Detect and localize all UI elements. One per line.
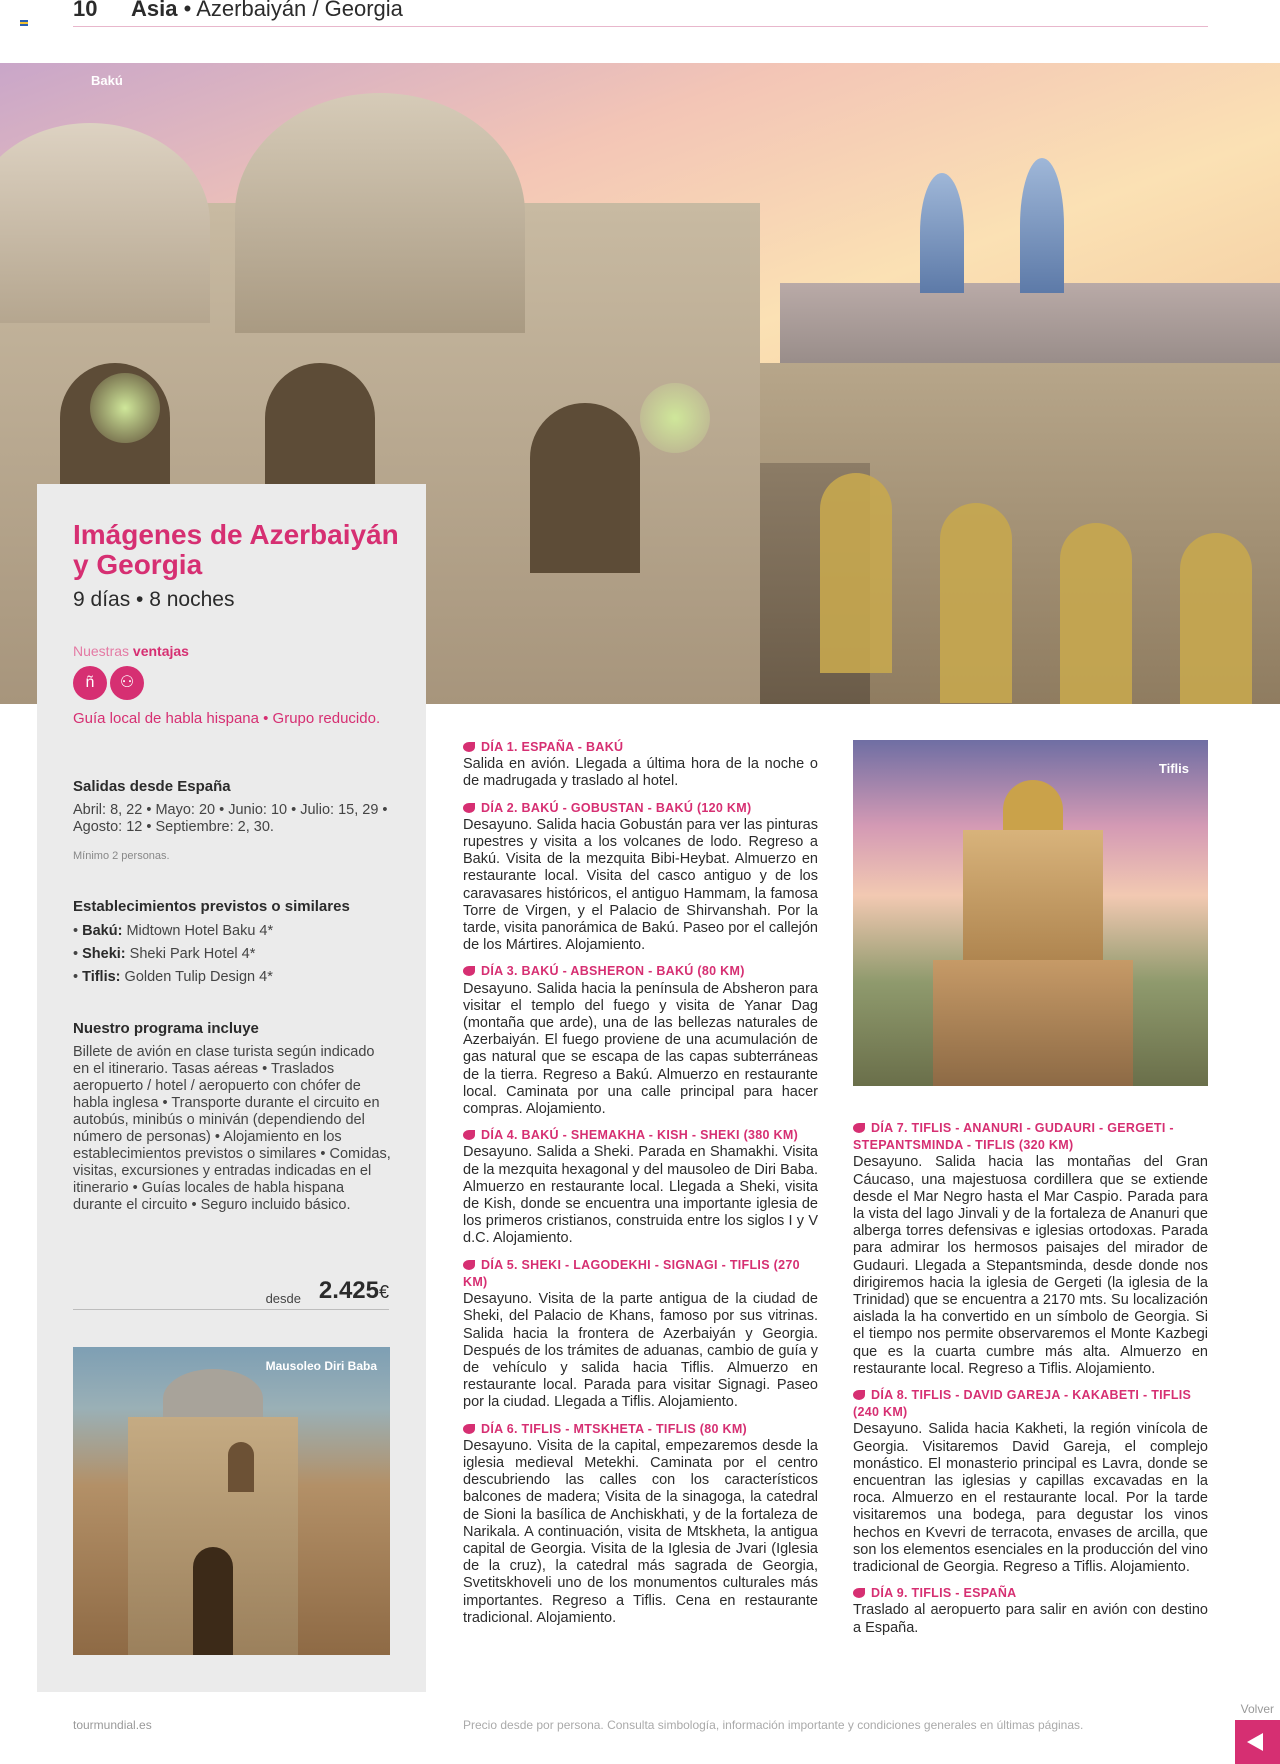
guide-icon: ñ (73, 666, 107, 700)
day-text: Desayuno. Salida hacia la península de Absheron para visitar el templo del fuego y visita de Yanar Dag (montaña que arde), una de las bellezas naturales de Azerbaiyán. El fuego proviene de una acumulación de gas natural que se escapa de las capas subterráneas de la tierra. Regreso a Bakú. Almuerzo en restaurante local. Caminata por una calle principal para hacer compras. Alojamiento. (463, 980, 818, 1118)
day-title: DÍA 5. SHEKI - LAGODEKHI - SIGNAGI - TIFLIS (270 KM) (463, 1257, 818, 1291)
day-title: DÍA 9. TIFLIS - ESPAÑA (853, 1585, 1208, 1602)
day-title: DÍA 4. BAKÚ - SHEMAKHA - KISH - SHEKI (380 KM) (463, 1127, 818, 1144)
footer-note: Precio desde por persona. Consulta simbología, información importante y condiciones generales en últimas páginas. (463, 1718, 1084, 1732)
hotels-list (73, 920, 273, 989)
photo-caption: Tiflis (1158, 761, 1189, 776)
itinerary-day (853, 1120, 1208, 1378)
page-header (73, 0, 1208, 27)
photo-tiflis (853, 740, 1208, 1086)
hotel-item: • Sheki: Sheki Park Hotel 4* (73, 946, 256, 962)
day-title: DÍA 8. TIFLIS - DAVID GAREJA - KAKABETI - TIFLIS (240 KM) (853, 1387, 1208, 1421)
hotel-name: Golden Tulip Design 4* (124, 969, 273, 985)
day-text: Desayuno. Salida hacia Kakheti, la región vinícola de Georgia. Visitaremos David Gareja, el complejo monástico. El monasterio principal es Lavra, donde se encuentran las iglesias y capillas excavadas en la roca. Almuerzo en el restaurante local. Por la tarde visitaremos una bodega, para degustar los vinos hechos en Kvevri de terracota, envases de arcilla, que son los elementos esenciales en la producción del vino tradicional de Georgia. Regreso a Tiflis. Alojamiento. (853, 1421, 1208, 1576)
hotel-city: Sheki: (82, 946, 126, 962)
day-text: Desayuno. Salida hacia las montañas del Gran Cáucaso, una majestuosa cordillera que se extiende desde el Mar Negro hasta el Mar Caspio. Parada para la vista del lago Jinvali y de la fortaleza de Ananuri que alberga torres defensivas e iglesias ortodoxas. Parada para admirar los hermosos paisajes del mirador de Gudauri. Llegada a Stepantsminda, desde donde nos dirigiremos hacia la iglesia de Gergeti (la iglesia de la Trinidad) que se encuentra a 2170 mts. Su localización aislada la ha convertido en un símbolo de Georgia. Si el tiempo nos permite observaremos el Monte Kazbegi que es la cuarta cumbre más alta. Almuerzo en restaurante local. Regreso a Tiflis. Alojamiento. (853, 1154, 1208, 1377)
day-text: Traslado al aeropuerto para salir en avión con destino a España. (853, 1602, 1208, 1636)
hotel-city: Bakú: (82, 923, 123, 939)
day-text: Desayuno. Visita de la parte antigua de la ciudad de Sheki, del Palacio de Khans, famoso por sus vitrinas. Salida hacia la frontera de Azerbaiyán y Georgia. Después de los trámites de aduanas, cambio de guía y de vehículo y salida hacia Tiflis. Almuerzo en restaurante local. Parada para visitar Signagi. Paseo por la ciudad. Llegada a Tiflis. Alojamiento. (463, 1291, 818, 1411)
price-box (73, 1279, 389, 1310)
group-icon: ⚇ (110, 666, 144, 700)
advantages-word: ventajas (132, 643, 189, 659)
advantages-prefix: Nuestras (73, 643, 130, 659)
title-separator: • (183, 0, 192, 21)
page-number: 10 (73, 0, 98, 21)
day-text: Salida en avión. Llegada a última hora de la noche o de madrugada y traslado al hotel. (463, 756, 818, 790)
photo-caption: Mausoleo Diri Baba (265, 1359, 377, 1373)
footer-site: tourmundial.es (73, 1718, 152, 1732)
day-title: DÍA 7. TIFLIS - ANANURI - GUDAURI - GERGETI - STEPANTSMINDA - TIFLIS (320 KM) (853, 1120, 1208, 1154)
day-title: DÍA 1. ESPAÑA - BAKÚ (463, 739, 818, 756)
hotel-city: Tiflis: (82, 969, 121, 985)
departures-heading: Salidas desde España (73, 778, 231, 795)
photo-mausoleo (73, 1347, 390, 1655)
advantages-text: Guía local de habla hispana • Grupo reducido. (73, 710, 381, 727)
departures-text: Abril: 8, 22 • Mayo: 20 • Junio: 10 • Julio: 15, 29 • Agosto: 12 • Septiembre: 2, 30. (73, 802, 388, 835)
itinerary-day (463, 800, 818, 955)
itinerary-column-2 (853, 1120, 1208, 1646)
back-arrow-icon (1247, 1733, 1263, 1751)
page-title (131, 0, 403, 22)
region-name: Asia (131, 0, 178, 21)
day-title: DÍA 6. TIFLIS - MTSKHETA - TIFLIS (80 KM) (463, 1421, 818, 1438)
itinerary-column-1 (463, 739, 818, 1636)
includes-heading: Nuestro programa incluye (73, 1020, 259, 1037)
includes-text: Billete de avión en clase turista según indicado en el itinerario. Tasas aéreas • Traslados aeropuerto / hotel / aeropuerto con chófer de habla inglesa • Transporte durante el circuito en autobús, minibús o miniván (dependiendo del número de personas) • Alojamiento en los establecimientos previstos o similares • Comidas, visitas, excursiones y entradas indicadas en el itinerario • Guías locales de habla hispana durante el circuito • Seguro incluido básico. (73, 1044, 391, 1213)
day-title: DÍA 2. BAKÚ - GOBUSTAN - BAKÚ (120 KM) (463, 800, 818, 817)
itinerary-day (463, 963, 818, 1118)
hotel-item: • Bakú: Midtown Hotel Baku 4* (73, 923, 274, 939)
itinerary-day (853, 1387, 1208, 1576)
itinerary-day (463, 1127, 818, 1247)
hotel-name: Midtown Hotel Baku 4* (126, 923, 274, 939)
day-text: Desayuno. Salida a Sheki. Parada en Shamakhi. Visita de la mezquita hexagonal y del mausoleo de Diri Baba. Almuerzo en restaurante local. Llegada a Sheki, visita de Kish, donde se encuentra una importante iglesia de los primeros cristianos, construida entre los siglos I y V d.C. Alojamiento. (463, 1144, 818, 1247)
tour-title: Imágenes de Azerbaiyán y Georgia (73, 519, 399, 580)
day-title: DÍA 3. BAKÚ - ABSHERON - BAKÚ (80 KM) (463, 963, 818, 980)
itinerary-day (463, 1421, 818, 1627)
price-from-label: desde (265, 1291, 301, 1306)
price-amount: 2.425 (318, 1277, 379, 1304)
day-text: Desayuno. Visita de la capital, empezaremos desde la iglesia medieval Metekhi. Caminata por el centro descubriendo las calles con los característicos balcones de madera; Visita de la sinagoga, la catedral de Sioni la basílica de Anchiskhati, y de la fortaleza de Narikala. A continuación, visita de Mtskheta, la antigua capital de Georgia. Visita de la Iglesia de Jvari (Iglesia de la cruz), la catedral más sagrada de Georgia, Svetitskhoveli uno de los monumentos culturales más importantes. Regreso a Tiflis. Cena en restaurante tradicional. Alojamiento. (463, 1437, 818, 1626)
hero-caption: Bakú (91, 73, 123, 88)
hotel-name: Sheki Park Hotel 4* (129, 946, 256, 962)
day-text: Desayuno. Salida hacia Gobustán para ver las pinturas rupestres y visita a los volcanes de lodo. Regreso a Bakú. Visita de la mezquita Bibi-Heybat. Almuerzo en restaurante local. Visita del casco antiguo y de los caravasares históricos, el antiguo Hammam, la famosa Torre de Virgen, y el Palacio de Shirvanshah. Por la tarde, visita panorámica de Bakú. Paseo por el callejón de los Mártires. Alojamiento. (463, 816, 818, 954)
countries: Azerbaiyán / Georgia (196, 0, 403, 21)
tour-duration: 9 días • 8 noches (73, 588, 235, 611)
flag-icon (20, 20, 28, 26)
hotel-item: • Tiflis: Golden Tulip Design 4* (73, 969, 273, 985)
itinerary-day (853, 1585, 1208, 1637)
itinerary-day (463, 1257, 818, 1412)
hotels-heading: Establecimientos previstos o similares (73, 898, 350, 915)
back-button[interactable] (1235, 1720, 1280, 1764)
price-value (319, 1277, 389, 1305)
minimum-note: Mínimo 2 personas. (73, 850, 170, 862)
price-currency: € (378, 1282, 389, 1302)
itinerary-day (463, 739, 818, 791)
tour-info-panel (37, 484, 426, 1692)
advantages-label (73, 643, 189, 659)
back-label: Volver (1240, 1702, 1274, 1716)
